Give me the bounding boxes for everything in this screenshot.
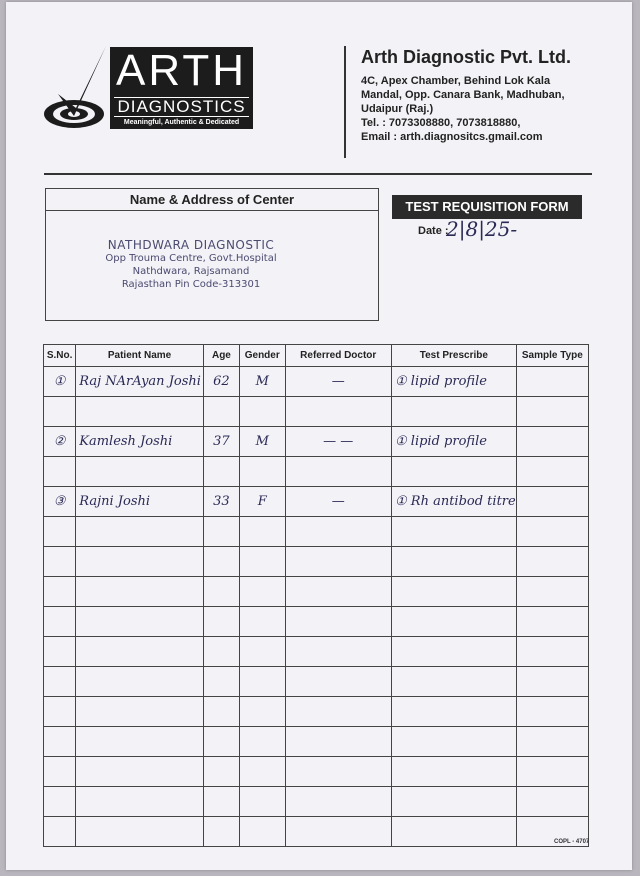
sample-type-cell: [516, 367, 588, 397]
test-prescribe-cell: ① Rh antibod titre: [392, 487, 517, 517]
col-header: Sample Type: [516, 345, 588, 367]
address-line: Mandal, Opp. Canara Bank, Madhuban,: [361, 89, 565, 101]
test-prescribe-cell: [392, 397, 517, 427]
test-prescribe-cell: [392, 607, 517, 637]
header-rule: [44, 173, 592, 175]
table-row: [44, 487, 589, 517]
age-cell: [203, 817, 239, 847]
age-cell: [203, 397, 239, 427]
sno-cell: [44, 637, 76, 667]
age-cell: [203, 547, 239, 577]
referred-doctor-cell: [285, 517, 392, 547]
company-name: Arth Diagnostic Pvt. Ltd.: [361, 47, 572, 67]
form-code: COPL - 4707: [554, 839, 590, 845]
center-stamp: [46, 239, 336, 291]
gender-cell: M: [240, 427, 286, 457]
table-header-row: [44, 345, 589, 367]
patient-name-cell: [76, 547, 204, 577]
referred-doctor-cell: [285, 667, 392, 697]
table-row: [44, 757, 589, 787]
col-header: Test Prescribe: [392, 345, 517, 367]
col-header: Age: [203, 345, 239, 367]
test-prescribe-cell: [392, 697, 517, 727]
referred-doctor-cell: [285, 637, 392, 667]
age-cell: [203, 787, 239, 817]
referred-doctor-cell: [285, 787, 392, 817]
table-row: [44, 427, 589, 457]
patient-table: [43, 344, 589, 847]
test-prescribe-cell: [392, 727, 517, 757]
patient-name-cell: [76, 697, 204, 727]
patient-name-cell: [76, 817, 204, 847]
logo-brand: ARTH: [116, 46, 247, 95]
patient-name-cell: [76, 637, 204, 667]
table-row: [44, 547, 589, 577]
sno-cell: [44, 547, 76, 577]
sample-type-cell: [516, 427, 588, 457]
arth-logo: [38, 42, 268, 134]
referred-doctor-cell: [285, 727, 392, 757]
gender-cell: [240, 817, 286, 847]
age-cell: [203, 697, 239, 727]
gender-cell: [240, 757, 286, 787]
referred-doctor-cell: [285, 757, 392, 787]
referred-doctor-cell: [285, 607, 392, 637]
sno-cell: [44, 517, 76, 547]
phone-line: Tel. : 7073308880, 7073818880,: [361, 117, 521, 129]
age-cell: [203, 577, 239, 607]
sample-type-cell: [516, 727, 588, 757]
age-cell: 62: [203, 367, 239, 397]
address-line: 4C, Apex Chamber, Behind Lok Kala: [361, 75, 551, 87]
sample-type-cell: [516, 457, 588, 487]
sample-type-cell: [516, 787, 588, 817]
patient-name-cell: [76, 607, 204, 637]
test-prescribe-cell: [392, 817, 517, 847]
target-check-icon: [38, 42, 110, 134]
center-address-box: [45, 188, 379, 321]
patient-name-cell: [76, 727, 204, 757]
sno-cell: [44, 697, 76, 727]
table-row: [44, 517, 589, 547]
sno-cell: [44, 667, 76, 697]
sno-cell: ②: [44, 427, 76, 457]
age-cell: 37: [203, 427, 239, 457]
patient-name-cell: Rajni Joshi: [76, 487, 204, 517]
gender-cell: [240, 517, 286, 547]
gender-cell: [240, 547, 286, 577]
gender-cell: [240, 607, 286, 637]
table-row: [44, 697, 589, 727]
sno-cell: [44, 577, 76, 607]
sample-type-cell: [516, 517, 588, 547]
table-row: [44, 577, 589, 607]
sno-cell: [44, 607, 76, 637]
sno-cell: ①: [44, 367, 76, 397]
referred-doctor-cell: [285, 577, 392, 607]
sample-type-cell: [516, 637, 588, 667]
logo-tagline: Meaningful, Authentic & Dedicated: [123, 119, 240, 126]
sno-cell: [44, 397, 76, 427]
referred-doctor-cell: [285, 457, 392, 487]
referred-doctor-cell: [285, 547, 392, 577]
logo-subtitle: DIAGNOSTICS: [114, 97, 249, 117]
table-row: [44, 787, 589, 817]
table-row: [44, 817, 589, 847]
sno-cell: [44, 757, 76, 787]
patient-name-cell: [76, 577, 204, 607]
sno-cell: [44, 727, 76, 757]
requisition-form-page: [6, 2, 632, 870]
test-prescribe-cell: [392, 517, 517, 547]
sample-type-cell: [516, 697, 588, 727]
table-row: [44, 397, 589, 427]
gender-cell: [240, 457, 286, 487]
patient-name-cell: [76, 667, 204, 697]
sno-cell: [44, 817, 76, 847]
col-header: S.No.: [44, 345, 76, 367]
test-prescribe-cell: [392, 787, 517, 817]
age-cell: [203, 757, 239, 787]
test-prescribe-cell: [392, 667, 517, 697]
gender-cell: [240, 697, 286, 727]
date-label: Date :: [418, 225, 449, 237]
sno-cell: ③: [44, 487, 76, 517]
sample-type-cell: [516, 397, 588, 427]
test-prescribe-cell: ① lipid profile: [392, 367, 517, 397]
gender-cell: [240, 637, 286, 667]
gender-cell: M: [240, 367, 286, 397]
col-header: Gender: [240, 345, 286, 367]
table-row: [44, 727, 589, 757]
table-row: [44, 607, 589, 637]
table-row: [44, 367, 589, 397]
logo-badge: [110, 47, 253, 129]
sample-type-cell: [516, 667, 588, 697]
stamp-line: Nathdwara, Rajsamand: [132, 266, 250, 277]
age-cell: [203, 517, 239, 547]
address-line: Udaipur (Raj.): [361, 103, 434, 115]
email-line: Email : arth.diagnositcs.gmail.com: [361, 131, 543, 143]
age-cell: 33: [203, 487, 239, 517]
referred-doctor-cell: [285, 817, 392, 847]
referred-doctor-cell: —: [285, 487, 392, 517]
age-cell: [203, 637, 239, 667]
table-row: [44, 457, 589, 487]
sample-type-cell: [516, 757, 588, 787]
sample-type-cell: [516, 487, 588, 517]
test-prescribe-cell: [392, 457, 517, 487]
referred-doctor-cell: — —: [285, 427, 392, 457]
gender-cell: [240, 667, 286, 697]
gender-cell: [240, 727, 286, 757]
gender-cell: [240, 577, 286, 607]
test-prescribe-cell: [392, 547, 517, 577]
gender-cell: [240, 397, 286, 427]
table-body: [44, 367, 589, 847]
age-cell: [203, 727, 239, 757]
age-cell: [203, 667, 239, 697]
center-heading: Name & Address of Center: [46, 189, 378, 211]
patient-name-cell: [76, 517, 204, 547]
test-prescribe-cell: [392, 757, 517, 787]
patient-name-cell: [76, 457, 204, 487]
patient-name-cell: [76, 757, 204, 787]
patient-name-cell: Raj NArAyan Joshi: [76, 367, 204, 397]
sno-cell: [44, 457, 76, 487]
age-cell: [203, 607, 239, 637]
header-divider: [344, 46, 346, 158]
referred-doctor-cell: —: [285, 367, 392, 397]
test-prescribe-cell: ① lipid profile: [392, 427, 517, 457]
company-info: [361, 47, 571, 144]
referred-doctor-cell: [285, 397, 392, 427]
table-row: [44, 637, 589, 667]
date-value: 2|8|25-: [446, 217, 518, 241]
referred-doctor-cell: [285, 697, 392, 727]
test-prescribe-cell: [392, 637, 517, 667]
form-title: TEST REQUISITION FORM: [392, 195, 582, 219]
gender-cell: [240, 787, 286, 817]
stamp-line: Opp Trouma Centre, Govt.Hospital: [105, 253, 277, 264]
sample-type-cell: [516, 547, 588, 577]
sno-cell: [44, 787, 76, 817]
stamp-line: NATHDWARA DIAGNOSTIC: [107, 238, 275, 252]
test-prescribe-cell: [392, 577, 517, 607]
patient-name-cell: [76, 397, 204, 427]
col-header: Referred Doctor: [285, 345, 392, 367]
sample-type-cell: [516, 607, 588, 637]
gender-cell: F: [240, 487, 286, 517]
patient-name-cell: Kamlesh Joshi: [76, 427, 204, 457]
patient-name-cell: [76, 787, 204, 817]
sample-type-cell: [516, 577, 588, 607]
table-row: [44, 667, 589, 697]
col-header: Patient Name: [76, 345, 204, 367]
stamp-line: Rajasthan Pin Code-313301: [121, 279, 261, 290]
age-cell: [203, 457, 239, 487]
